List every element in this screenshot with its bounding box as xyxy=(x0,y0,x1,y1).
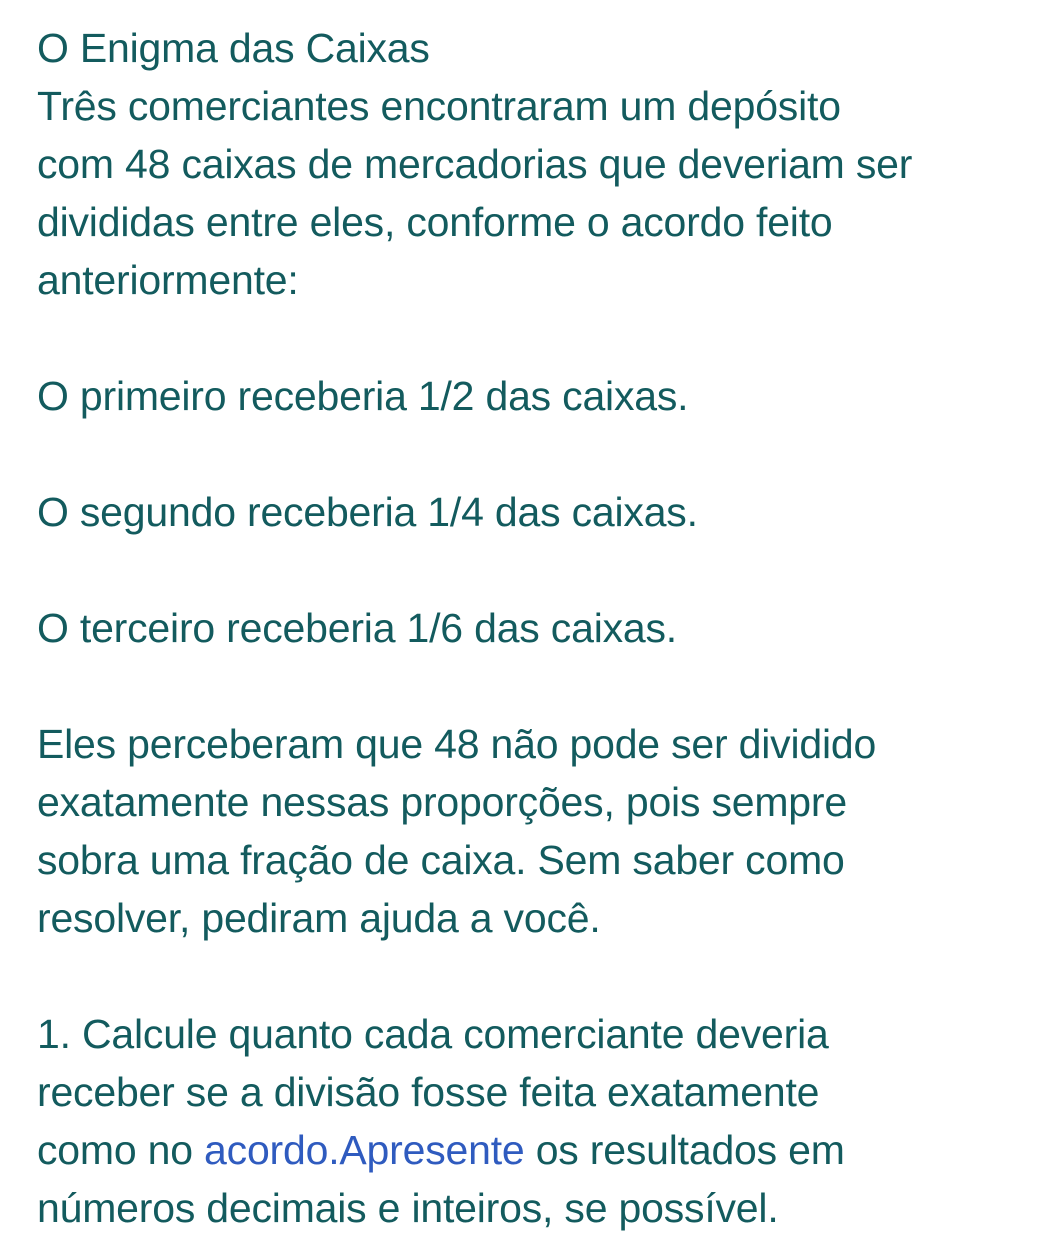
paragraph-gap xyxy=(37,657,1037,715)
intro-line: Três comerciantes encontraram um depósito xyxy=(37,83,841,129)
share-third: O terceiro receberia 1/6 das caixas. xyxy=(37,605,677,651)
paragraph-gap xyxy=(37,541,1037,599)
problem-line: Eles perceberam que 48 não pode ser dividido xyxy=(37,721,877,767)
question-text: os resultados em xyxy=(524,1127,845,1173)
problem-line: resolver, pediram ajuda a você. xyxy=(37,895,601,941)
question-line: números decimais e inteiros, se possível. xyxy=(37,1185,779,1231)
problem-line: sobra uma fração de caixa. Sem saber como xyxy=(37,837,845,883)
question-line: receber se a divisão fosse feita exatamente xyxy=(37,1069,820,1115)
paragraph-gap xyxy=(37,309,1037,367)
paragraph-gap xyxy=(37,425,1037,483)
question-line: 1. Calcule quanto cada comerciante deveria xyxy=(37,1011,829,1057)
question-text: como no xyxy=(37,1127,205,1173)
problem-line: exatamente nessas proporções, pois sempre xyxy=(37,779,847,825)
question-line xyxy=(37,1121,1037,1179)
paragraph-gap xyxy=(37,947,1037,1005)
share-second: O segundo receberia 1/4 das caixas. xyxy=(37,489,698,535)
document-body xyxy=(37,19,1037,1237)
intro-line: com 48 caixas de mercadorias que deveriam ser xyxy=(37,141,913,187)
intro-line: anteriormente: xyxy=(37,257,299,303)
acordo-link[interactable]: acordo.Apresente xyxy=(204,1127,525,1173)
share-first: O primeiro receberia 1/2 das caixas. xyxy=(37,373,689,419)
document-title: O Enigma das Caixas xyxy=(37,25,430,71)
intro-line: divididas entre eles, conforme o acordo feito xyxy=(37,199,833,245)
